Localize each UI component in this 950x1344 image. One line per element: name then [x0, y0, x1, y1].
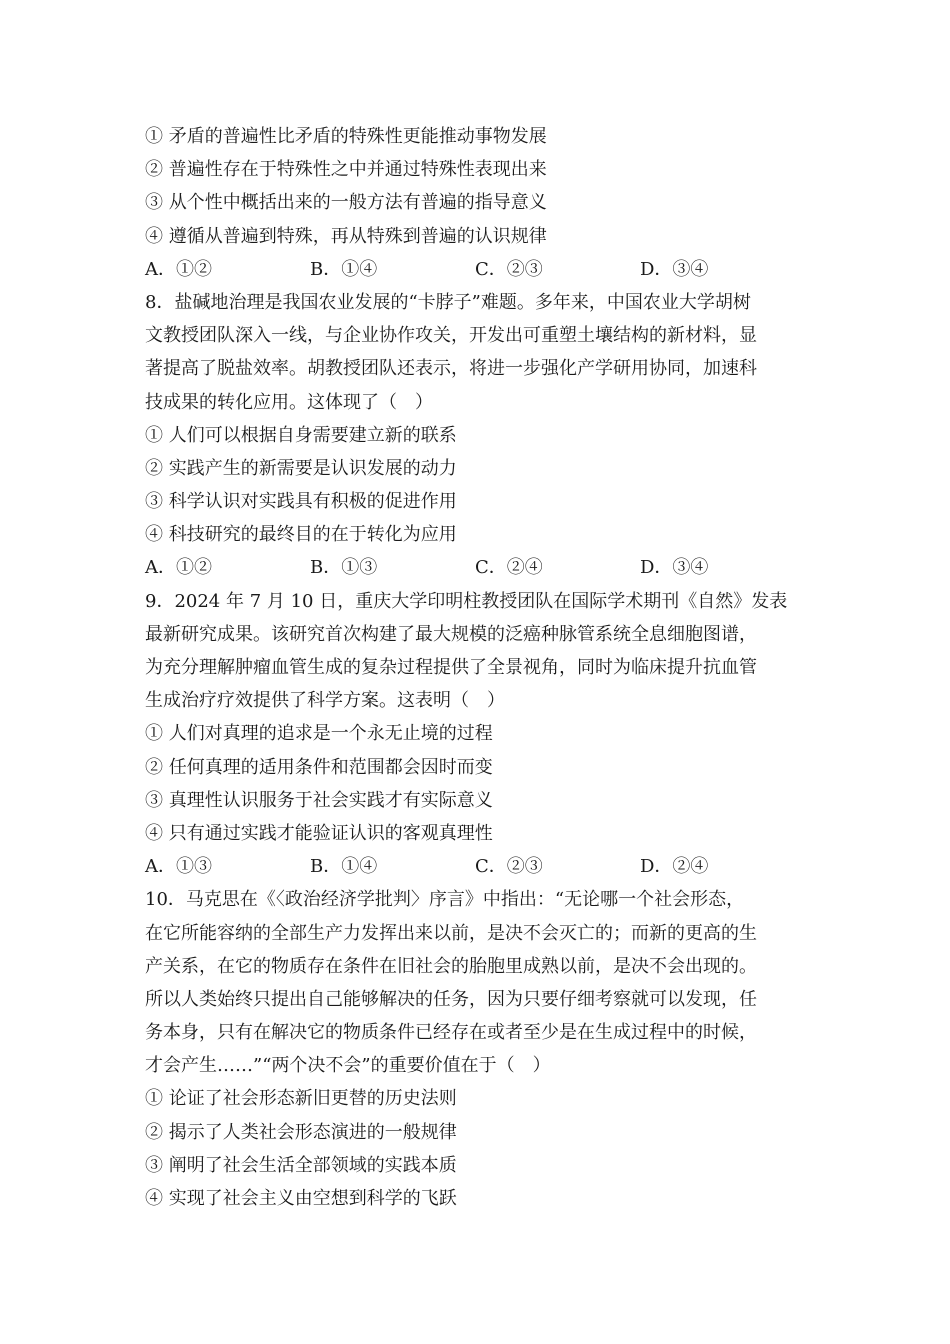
stem-line: 最新研究成果。该研究首次构建了最大规模的泛癌种脉管系统全息细胞图谱， [145, 623, 757, 645]
answer-choices [145, 253, 805, 286]
question-9 [145, 585, 805, 884]
option-line: ② 实践产生的新需要是认识发展的动力 [145, 457, 457, 479]
option-line: ④ 只有通过实践才能验证认识的客观真理性 [145, 822, 493, 844]
choice-d: D．③④ [640, 258, 709, 280]
answer-choices [145, 551, 805, 584]
choice-c: C．②④ [475, 557, 543, 579]
stem-line: 文教授团队深入一线，与企业协作攻关，开发出可重塑土壤结构的新材料，显 [145, 325, 757, 347]
choice-a: A．①② [145, 557, 212, 579]
stem-line: 生成治疗疗效提供了科学方案。这表明（ ） [145, 690, 505, 712]
option-line: ① 人们对真理的追求是一个永无止境的过程 [145, 723, 493, 745]
stem-line: 10．马克思在《〈政治经济学批判〉序言》中指出：“无论哪一个社会形态， [145, 889, 745, 911]
option-line: ② 普遍性存在于特殊性之中并通过特殊性表现出来 [145, 159, 547, 181]
choice-b: B．①④ [310, 856, 378, 878]
option-line: ③ 科学认识对实践具有积极的促进作用 [145, 491, 457, 513]
option-line: ② 揭示了人类社会形态演进的一般规律 [145, 1121, 457, 1143]
stem-line: 著提高了脱盐效率。胡教授团队还表示，将进一步强化产学研用协同，加速科 [145, 358, 757, 380]
option-line: ④ 遵循从普遍到特殊，再从特殊到普遍的认识规律 [145, 225, 547, 247]
page-content [145, 120, 805, 1215]
option-line: ④ 实现了社会主义由空想到科学的飞跃 [145, 1188, 457, 1209]
answer-choices [145, 850, 805, 883]
question-10 [145, 883, 805, 1215]
option-line: ③ 阐明了社会生活全部领域的实践本质 [145, 1154, 457, 1176]
option-line: ③ 真理性认识服务于社会实践才有实际意义 [145, 789, 493, 811]
option-line: ③ 从个性中概括出来的一般方法有普遍的指导意义 [145, 192, 547, 214]
option-line: ① 矛盾的普遍性比矛盾的特殊性更能推动事物发展 [145, 126, 547, 147]
stem-line: 才会产生……”“两个决不会”的重要价值在于（ ） [145, 1055, 551, 1077]
choice-d: D．②④ [640, 856, 709, 878]
choice-c: C．②③ [475, 258, 543, 280]
choice-b: B．①③ [310, 557, 378, 579]
stem-line: 产关系，在它的物质存在条件在旧社会的胎胞里成熟以前，是决不会出现的。 [145, 955, 757, 977]
question-8 [145, 286, 805, 585]
stem-line: 务本身，只有在解决它的物质条件已经存在或者至少是在生成过程中的时候， [145, 1022, 757, 1044]
question-7 [145, 120, 805, 286]
option-line: ① 人们可以根据自身需要建立新的联系 [145, 424, 457, 446]
stem-line: 为充分理解肿瘤血管生成的复杂过程提供了全景视角，同时为临床提升抗血管 [145, 657, 757, 678]
option-line: ④ 科技研究的最终目的在于转化为应用 [145, 524, 457, 546]
stem-line: 所以人类始终只提出自己能够解决的任务，因为只要仔细考察就可以发现，任 [145, 988, 757, 1010]
option-line: ① 论证了社会形态新旧更替的历史法则 [145, 1088, 457, 1110]
choice-a: A．①③ [145, 856, 212, 878]
option-line: ② 任何真理的适用条件和范围都会因时而变 [145, 756, 493, 778]
stem-line: 9．2024 年 7 月 10 日，重庆大学印明柱教授团队在国际学术期刊《自然》发表 [145, 590, 788, 612]
stem-line: 在它所能容纳的全部生产力发挥出来以前，是决不会灭亡的；而新的更高的生 [145, 922, 757, 944]
stem-line: 8．盐碱地治理是我国农业发展的“卡脖子”难题。多年来，中国农业大学胡树 [145, 291, 751, 313]
choice-d: D．③④ [640, 557, 709, 579]
choice-c: C．②③ [475, 856, 543, 878]
choice-a: A．①② [145, 258, 212, 280]
choice-b: B．①④ [310, 258, 378, 280]
stem-line: 技成果的转化应用。这体现了（ ） [145, 391, 433, 413]
